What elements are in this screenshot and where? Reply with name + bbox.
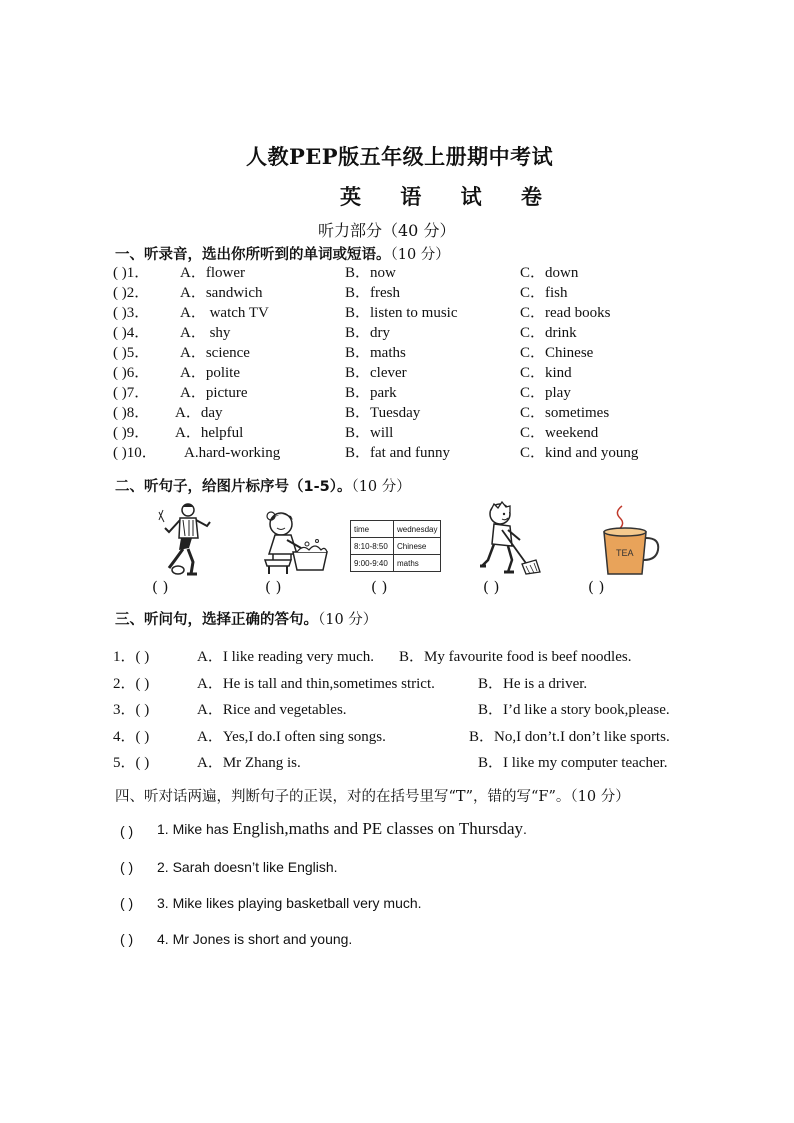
option-a: A．He is tall and thin,sometimes strict. [197,676,435,692]
option-b: B．fat and funny [345,445,450,461]
listening-part-label: 听力部分（40 分） [318,221,456,240]
option-a: A． watch TV [180,305,269,321]
option-b: B．I’d like a story book,please. [478,702,670,718]
option-a: A.hard-working [184,445,281,461]
section1-title: 一、听录音，选出你所听到的单词或短语。 [115,247,391,263]
section1-points: （10 分） [390,247,450,263]
option-b: B．I like my computer teacher. [478,755,668,771]
timetable-cell: Chinese [394,538,441,555]
option-a: A．I like reading very much. [197,649,375,665]
answer-paren[interactable]: ( ) [113,365,127,381]
question-row [113,363,149,383]
answer-paren[interactable]: ( ) [113,325,127,341]
section1-heading [115,243,450,264]
picture-2-paren[interactable]: ( ) [265,578,282,596]
tf-statement-text: 1. Mike has [157,821,233,837]
option-b: B．listen to music [345,305,458,321]
timetable-illustration [350,520,441,572]
option-c: C．kind [520,365,572,381]
tea-label: TEA [616,548,634,558]
section2-points: （10 分） [351,479,411,495]
option-b: B．will [345,425,394,441]
question-number: 10． [126,445,157,461]
question-number: 1． [126,265,150,281]
option-c: C．down [520,265,579,281]
exam-title: 人教PEP版五年级上册期中考试 [246,144,554,169]
question-number: 3． [126,305,150,321]
question-row [113,383,149,403]
section2-title: 二、听句子，给图片标序号（ [115,479,304,495]
option-a: A．sandwich [180,285,263,301]
answer-paren[interactable]: ( ) [113,405,127,421]
question-number[interactable]: 1．( ) [113,649,150,665]
option-a: A．picture [180,385,248,401]
option-c: C．fish [520,285,568,301]
timetable-row [351,555,441,572]
option-a: A．science [180,345,250,361]
question-number: 9． [126,425,150,441]
question-row [113,283,149,303]
question-row [113,403,149,423]
timetable-row [351,521,441,538]
timetable-cell: time [351,521,394,538]
tf-statement: 3. Mike likes playing basketball very much. [157,895,422,911]
timetable-cell: 8:10-8:50 [351,538,394,555]
option-b: B．My favourite food is beef noodles. [399,649,632,665]
question-number: 8． [126,405,150,421]
question-number[interactable]: 3．( ) [113,702,150,718]
tf-paren[interactable]: ( ) [120,931,134,947]
option-b: B．now [345,265,396,281]
picture-3-paren[interactable]: ( ) [371,578,388,596]
exam-subtitle: 英 语 试 卷 [340,184,558,209]
question-number: 4． [126,325,150,341]
question-number: 7． [126,385,150,401]
option-a: A．Yes,I do.I often sing songs. [197,729,386,745]
timetable-row [351,538,441,555]
option-a: A．flower [180,265,245,281]
tf-paren[interactable]: ( ) [120,895,134,911]
question-number: 5． [126,345,150,361]
picture-5-paren[interactable]: ( ) [588,578,605,596]
answer-paren[interactable]: ( ) [113,345,127,361]
option-a: A．Rice and vegetables. [197,702,347,718]
option-b: B．park [345,385,397,401]
tf-paren[interactable]: ( ) [120,859,134,875]
tf-statement [157,819,527,839]
answer-paren[interactable]: ( ) [113,305,127,321]
question-number: 6． [126,365,150,381]
picture-4-paren[interactable]: ( ) [483,578,500,596]
question-row [113,323,149,343]
option-a: A．Mr Zhang is. [197,755,301,771]
question-number[interactable]: 5．( ) [113,755,150,771]
timetable-cell: wednesday [394,521,441,538]
tf-statement: 4. Mr Jones is short and young. [157,931,353,947]
section2-range: 1-5 [303,479,330,495]
section4-heading: 四、听对话两遍，判断句子的正误，对的在括号里写“T”，错的写“F”。（10 分） [115,789,630,805]
option-b: B．clever [345,365,407,381]
answer-paren[interactable]: ( ) [113,285,127,301]
timetable-cell: 9:00-9:40 [351,555,394,572]
option-b: B．fresh [345,285,400,301]
question-row [113,423,149,443]
option-c: C．Chinese [520,345,594,361]
option-c: C．kind and young [520,445,639,461]
section3-title: 三、听问句，选择正确的答句。 [115,612,318,628]
option-c: C．play [520,385,571,401]
option-a: A． shy [180,325,231,341]
section3-points: （10 分） [318,612,378,628]
tf-statement: 2. Sarah doesn’t like English. [157,859,338,875]
section3-heading [115,608,377,629]
option-c: C．sometimes [520,405,610,421]
answer-paren[interactable]: ( ) [113,445,127,461]
option-b: B．He is a driver. [478,676,588,692]
section2-title-end: ）。 [329,479,352,495]
option-c: C．drink [520,325,577,341]
question-number: 2． [126,285,150,301]
answer-paren[interactable]: ( ) [113,425,127,441]
answer-paren[interactable]: ( ) [113,385,127,401]
option-c: C．weekend [520,425,599,441]
question-row [113,263,149,283]
question-number[interactable]: 2．( ) [113,676,150,692]
picture-1-paren[interactable]: ( ) [152,578,169,596]
tea-cup-illustration [600,502,662,578]
option-b: B．maths [345,345,406,361]
question-row [113,443,157,463]
option-a: A．day [175,405,223,421]
girl-washing-clothes-illustration [257,508,332,578]
question-row [113,303,149,323]
option-b: B．No,I don’t.I don’t like sports. [469,729,670,745]
option-a: A．helpful [175,425,244,441]
tf-paren[interactable]: ( ) [120,823,134,839]
option-c: C．read books [520,305,611,321]
option-b: B．dry [345,325,391,341]
tf-statement-end: . [523,821,527,837]
question-number[interactable]: 4．( ) [113,729,150,745]
football-player-illustration [155,500,215,578]
option-a: A．polite [180,365,240,381]
question-row [113,343,149,363]
section2-heading [115,475,411,496]
tf-statement-subject: English,maths and PE classes on Thursday [232,819,524,838]
timetable-cell: maths [394,555,441,572]
option-b: B．Tuesday [345,405,421,421]
answer-paren[interactable]: ( ) [113,265,127,281]
boy-sweeping-illustration [480,500,545,578]
